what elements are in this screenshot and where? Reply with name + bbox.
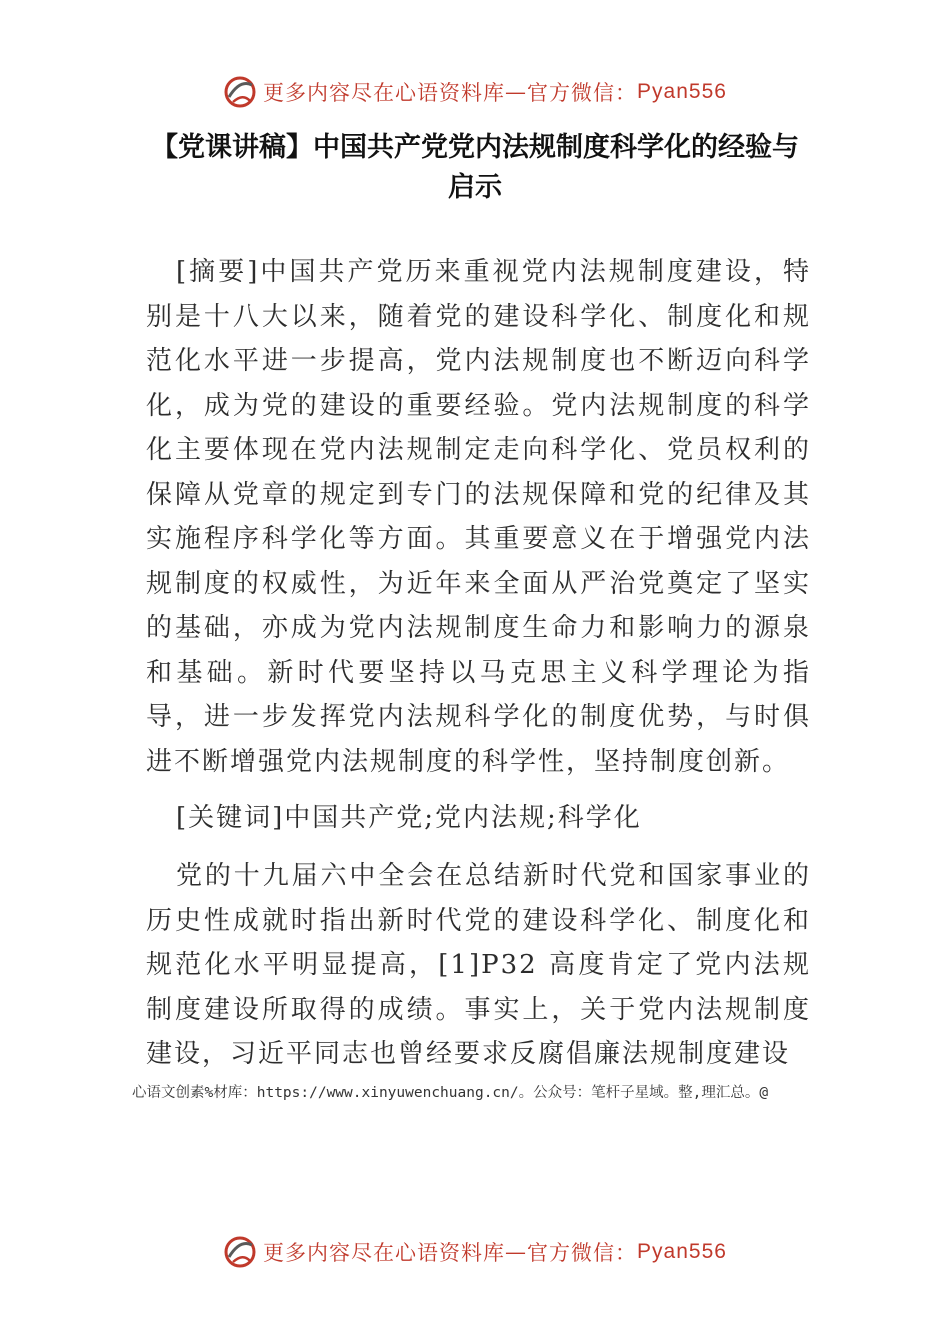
- footer-note: 心语文创素%材库：https://www.xinyuwenchuang.cn/。公众号：笔杆子星域。整,理汇总。@: [132, 1085, 769, 1101]
- banner-wechat-label: 官方微信：: [527, 1241, 638, 1265]
- banner-wechat-id: Pyan556: [637, 80, 727, 103]
- abstract-paragraph: [摘要]中国共产党历来重视党内法规制度建设，特别是十八大以来，随着党的建设科学化、制度化和规范化水平进一步提高，党内法规制度也不断迈向科学化，成为党的建设的重要经验。党内法规制度的科学化主要体现在党内法规制定走向科学化、党员权利的保障从党章的规定到专门的法规保障和党的纪律及其实施程序科学化等方面。其重要意义在于增强党内法规制度的权威性，为近年来全面从严治党奠定了坚实的基础，亦成为党内法规制度生命力和影响力的源泉和基础。新时代要坚持以马克思主义科学理论为指导，进一步发挥党内法规科学化的制度优势，与时俱进不断增强党内法规制度的科学性，坚持制度创新。: [146, 257, 811, 777]
- keywords-paragraph: [关键词]中国共产党;党内法规;科学化: [176, 803, 642, 833]
- document-title: 【党课讲稿】中国共产党党内法规制度科学化的经验与启示: [151, 132, 799, 203]
- banner-dash: —: [505, 80, 528, 104]
- brand-logo-icon: [223, 1235, 257, 1269]
- banner-dash: —: [505, 1240, 528, 1264]
- banner-text: 更多内容尽在心语资料库: [263, 1241, 506, 1265]
- header-banner: [0, 72, 950, 112]
- brand-logo-icon: [223, 75, 257, 109]
- footer-banner: [0, 1232, 950, 1272]
- banner-text: 更多内容尽在心语资料库: [263, 81, 506, 105]
- banner-wechat-label: 官方微信：: [527, 81, 638, 105]
- body-paragraph: 党的十九届六中全会在总结新时代党和国家事业的历史性成就时指出新时代党的建设科学化、制度化和规范化水平明显提高，[1]P32 高度肯定了党内法规制度建设所取得的成绩。事实上，关于党内法规制度建设，习近平同志也曾经要求反腐倡廉法规制度建设: [146, 861, 811, 1069]
- banner-wechat-id: Pyan556: [637, 1240, 727, 1263]
